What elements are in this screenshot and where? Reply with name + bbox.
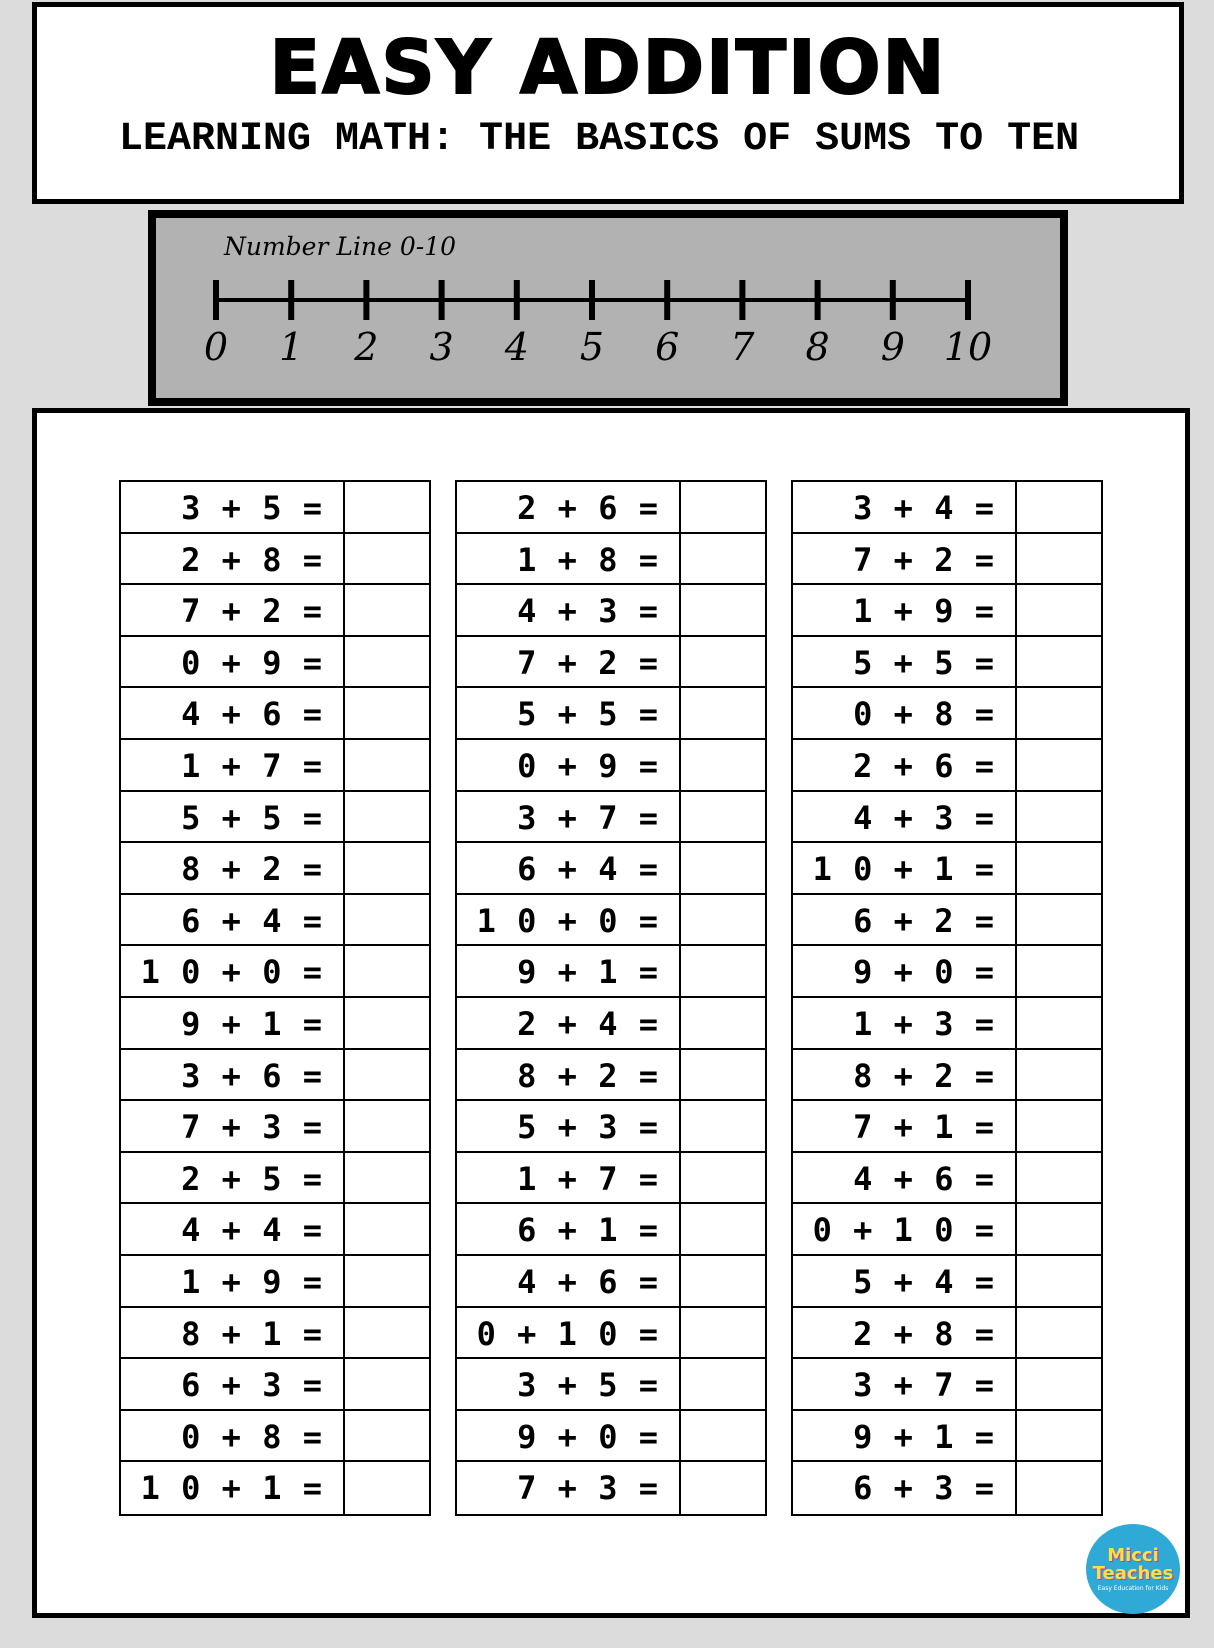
problem-row [457,1101,765,1153]
answer-box[interactable] [681,946,765,996]
problem-row [793,998,1101,1050]
equation-text: 1 0 + 0 = [457,895,681,945]
problem-row [457,534,765,586]
page-subtitle: LEARNING MATH: THE BASICS OF SUMS TO TEN [119,117,1080,162]
logo-line-1: Micci [1107,1544,1159,1566]
answer-box[interactable] [345,1050,429,1100]
answer-box[interactable] [345,998,429,1048]
answer-box[interactable] [1017,1256,1101,1306]
equation-text: 6 + 4 = [121,895,345,945]
equation-text: 6 + 3 = [793,1462,1017,1514]
answer-box[interactable] [1017,1411,1101,1461]
equation-text: 4 + 4 = [121,1204,345,1254]
answer-box[interactable] [681,1411,765,1461]
equation-text: 5 + 5 = [793,637,1017,687]
problem-row [793,1256,1101,1308]
equation-text: 7 + 2 = [121,585,345,635]
problem-column-2 [455,480,767,1516]
answer-box[interactable] [345,792,429,842]
answer-box[interactable] [681,843,765,893]
equation-text: 7 + 1 = [793,1101,1017,1151]
number-line-label: 4 [504,325,529,369]
problem-row [121,482,429,534]
equation-text: 9 + 1 = [457,946,681,996]
answer-box[interactable] [1017,1308,1101,1358]
equation-text: 0 + 1 0 = [793,1204,1017,1254]
problem-row [457,637,765,689]
answer-box[interactable] [681,998,765,1048]
answer-box[interactable] [681,534,765,584]
problem-row [121,843,429,895]
problem-row [457,843,765,895]
answer-box[interactable] [1017,792,1101,842]
equation-text: 1 + 3 = [793,998,1017,1048]
problem-row [121,792,429,844]
number-line [156,218,1060,398]
answer-box[interactable] [681,1050,765,1100]
answer-box[interactable] [681,585,765,635]
equation-text: 2 + 8 = [793,1308,1017,1358]
logo-line-2: Teaches [1092,1562,1174,1584]
answer-box[interactable] [1017,1101,1101,1151]
problem-row [121,534,429,586]
problem-row [457,688,765,740]
answer-box[interactable] [681,637,765,687]
problem-row [121,1359,429,1411]
answer-box[interactable] [1017,740,1101,790]
equation-text: 1 + 7 = [121,740,345,790]
equation-text: 5 + 4 = [793,1256,1017,1306]
answer-box[interactable] [345,688,429,738]
number-line-label: 10 [943,325,993,369]
problem-row [121,1153,429,1205]
equation-text: 0 + 8 = [121,1411,345,1461]
number-line-caption: Number Line 0-10 [224,232,456,261]
problem-row [121,895,429,947]
number-line-label: 0 [203,325,229,369]
problem-row [457,1050,765,1102]
problem-row [793,895,1101,947]
answer-box[interactable] [345,740,429,790]
problem-row [457,585,765,637]
equation-text: 3 + 5 = [457,1359,681,1409]
equation-text: 3 + 4 = [793,482,1017,532]
answer-box[interactable] [1017,1050,1101,1100]
answer-box[interactable] [1017,688,1101,738]
answer-box[interactable] [345,946,429,996]
equation-text: 1 0 + 1 = [121,1462,345,1514]
problem-row [457,792,765,844]
number-line-label: 7 [730,325,755,369]
problem-row [793,1101,1101,1153]
answer-box[interactable] [681,1308,765,1358]
number-line-label: 5 [579,325,605,369]
problem-row [457,740,765,792]
problem-row [793,792,1101,844]
answer-box[interactable] [345,895,429,945]
problem-row [121,740,429,792]
equation-text: 8 + 2 = [793,1050,1017,1100]
equation-text: 4 + 3 = [793,792,1017,842]
problem-column-3 [791,480,1103,1516]
answer-box[interactable] [681,740,765,790]
equation-text: 9 + 1 = [121,998,345,1048]
answer-box[interactable] [345,585,429,635]
problem-row [457,946,765,998]
problem-row [121,946,429,998]
problem-row [793,1359,1101,1411]
equation-text: 6 + 3 = [121,1359,345,1409]
answer-box[interactable] [681,1256,765,1306]
problem-row [457,1462,765,1514]
answer-box[interactable] [345,1308,429,1358]
answer-box[interactable] [1017,1359,1101,1409]
answer-box[interactable] [1017,637,1101,687]
equation-text: 3 + 7 = [793,1359,1017,1409]
answer-box[interactable] [345,1101,429,1151]
equation-text: 2 + 6 = [793,740,1017,790]
equation-text: 3 + 7 = [457,792,681,842]
problem-row [457,482,765,534]
equation-text: 2 + 8 = [121,534,345,584]
answer-box[interactable] [681,792,765,842]
problem-row [121,585,429,637]
number-line-label: 8 [805,325,830,369]
problem-row [793,534,1101,586]
equation-text: 8 + 2 = [121,843,345,893]
equation-text: 1 0 + 1 = [793,843,1017,893]
problem-row [121,1204,429,1256]
problem-row [121,688,429,740]
problem-row [457,1256,765,1308]
equation-text: 0 + 8 = [793,688,1017,738]
problem-row [457,895,765,947]
problem-row [121,1050,429,1102]
equation-text: 7 + 2 = [793,534,1017,584]
equation-text: 4 + 3 = [457,585,681,635]
answer-box[interactable] [345,1462,429,1514]
answer-box[interactable] [681,1204,765,1254]
equation-text: 7 + 3 = [121,1101,345,1151]
answer-box[interactable] [1017,1204,1101,1254]
equation-text: 2 + 6 = [457,482,681,532]
answer-box[interactable] [1017,998,1101,1048]
problem-row [793,1411,1101,1463]
answer-box[interactable] [681,482,765,532]
equation-text: 5 + 3 = [457,1101,681,1151]
equation-text: 6 + 4 = [457,843,681,893]
equation-text: 6 + 1 = [457,1204,681,1254]
equation-text: 8 + 1 = [121,1308,345,1358]
problem-row [121,1462,429,1514]
number-line-label: 3 [429,325,454,369]
logo-tagline: Easy Education for Kids [1097,1584,1169,1592]
equation-text: 7 + 3 = [457,1462,681,1514]
equation-text: 2 + 5 = [121,1153,345,1203]
equation-text: 1 + 9 = [793,585,1017,635]
equation-text: 4 + 6 = [121,688,345,738]
equation-text: 1 0 + 0 = [121,946,345,996]
equation-text: 0 + 9 = [121,637,345,687]
problem-row [457,998,765,1050]
answer-box[interactable] [1017,1153,1101,1203]
problem-row [793,688,1101,740]
answer-box[interactable] [1017,585,1101,635]
number-line-label: 6 [655,325,680,369]
equation-text: 1 + 7 = [457,1153,681,1203]
answer-box[interactable] [345,1411,429,1461]
problem-row [793,740,1101,792]
header-box [32,2,1184,204]
equation-text: 4 + 6 = [793,1153,1017,1203]
problem-row [457,1153,765,1205]
problem-row [457,1359,765,1411]
answer-box[interactable] [681,895,765,945]
answer-box[interactable] [1017,895,1101,945]
answer-box[interactable] [1017,946,1101,996]
equation-text: 0 + 1 0 = [457,1308,681,1358]
page-title: EASY ADDITION [269,25,947,111]
problem-row [121,998,429,1050]
problem-row [793,843,1101,895]
equation-text: 9 + 0 = [793,946,1017,996]
equation-text: 3 + 5 = [121,482,345,532]
answer-box[interactable] [1017,482,1101,532]
number-line-label: 2 [354,325,379,369]
number-line-panel [148,210,1068,406]
problem-row [793,1308,1101,1360]
equation-text: 5 + 5 = [457,688,681,738]
equation-text: 9 + 1 = [793,1411,1017,1461]
problem-row [793,1050,1101,1102]
problem-row [793,637,1101,689]
problem-row [793,1462,1101,1514]
equation-text: 6 + 2 = [793,895,1017,945]
equation-text: 3 + 6 = [121,1050,345,1100]
number-line-label: 1 [279,325,304,369]
problem-row [121,1101,429,1153]
problem-row [793,946,1101,998]
answer-box[interactable] [1017,843,1101,893]
number-line-label: 9 [880,325,905,369]
problem-row [457,1204,765,1256]
problem-row [457,1411,765,1463]
equation-text: 9 + 0 = [457,1411,681,1461]
equation-text: 4 + 6 = [457,1256,681,1306]
answer-box[interactable] [345,1256,429,1306]
brand-logo [1086,1524,1180,1614]
problem-row [121,1308,429,1360]
problem-row [121,1411,429,1463]
answer-box[interactable] [681,1153,765,1203]
equation-text: 2 + 4 = [457,998,681,1048]
answer-box[interactable] [345,1359,429,1409]
problem-column-1 [119,480,431,1516]
answer-box[interactable] [345,534,429,584]
equation-text: 1 + 8 = [457,534,681,584]
answer-box[interactable] [681,1462,765,1514]
answer-box[interactable] [345,1204,429,1254]
answer-box[interactable] [345,1153,429,1203]
equation-text: 5 + 5 = [121,792,345,842]
answer-box[interactable] [345,637,429,687]
answer-box[interactable] [1017,534,1101,584]
answer-box[interactable] [681,688,765,738]
answer-box[interactable] [1017,1462,1101,1514]
problem-row [121,637,429,689]
equation-text: 1 + 9 = [121,1256,345,1306]
answer-box[interactable] [681,1101,765,1151]
problem-row [793,482,1101,534]
answer-box[interactable] [345,843,429,893]
problem-row [793,585,1101,637]
problem-row [457,1308,765,1360]
answer-box[interactable] [681,1359,765,1409]
problem-row [793,1204,1101,1256]
problem-row [121,1256,429,1308]
equation-text: 8 + 2 = [457,1050,681,1100]
equation-text: 7 + 2 = [457,637,681,687]
problem-row [793,1153,1101,1205]
equation-text: 0 + 9 = [457,740,681,790]
answer-box[interactable] [345,482,429,532]
